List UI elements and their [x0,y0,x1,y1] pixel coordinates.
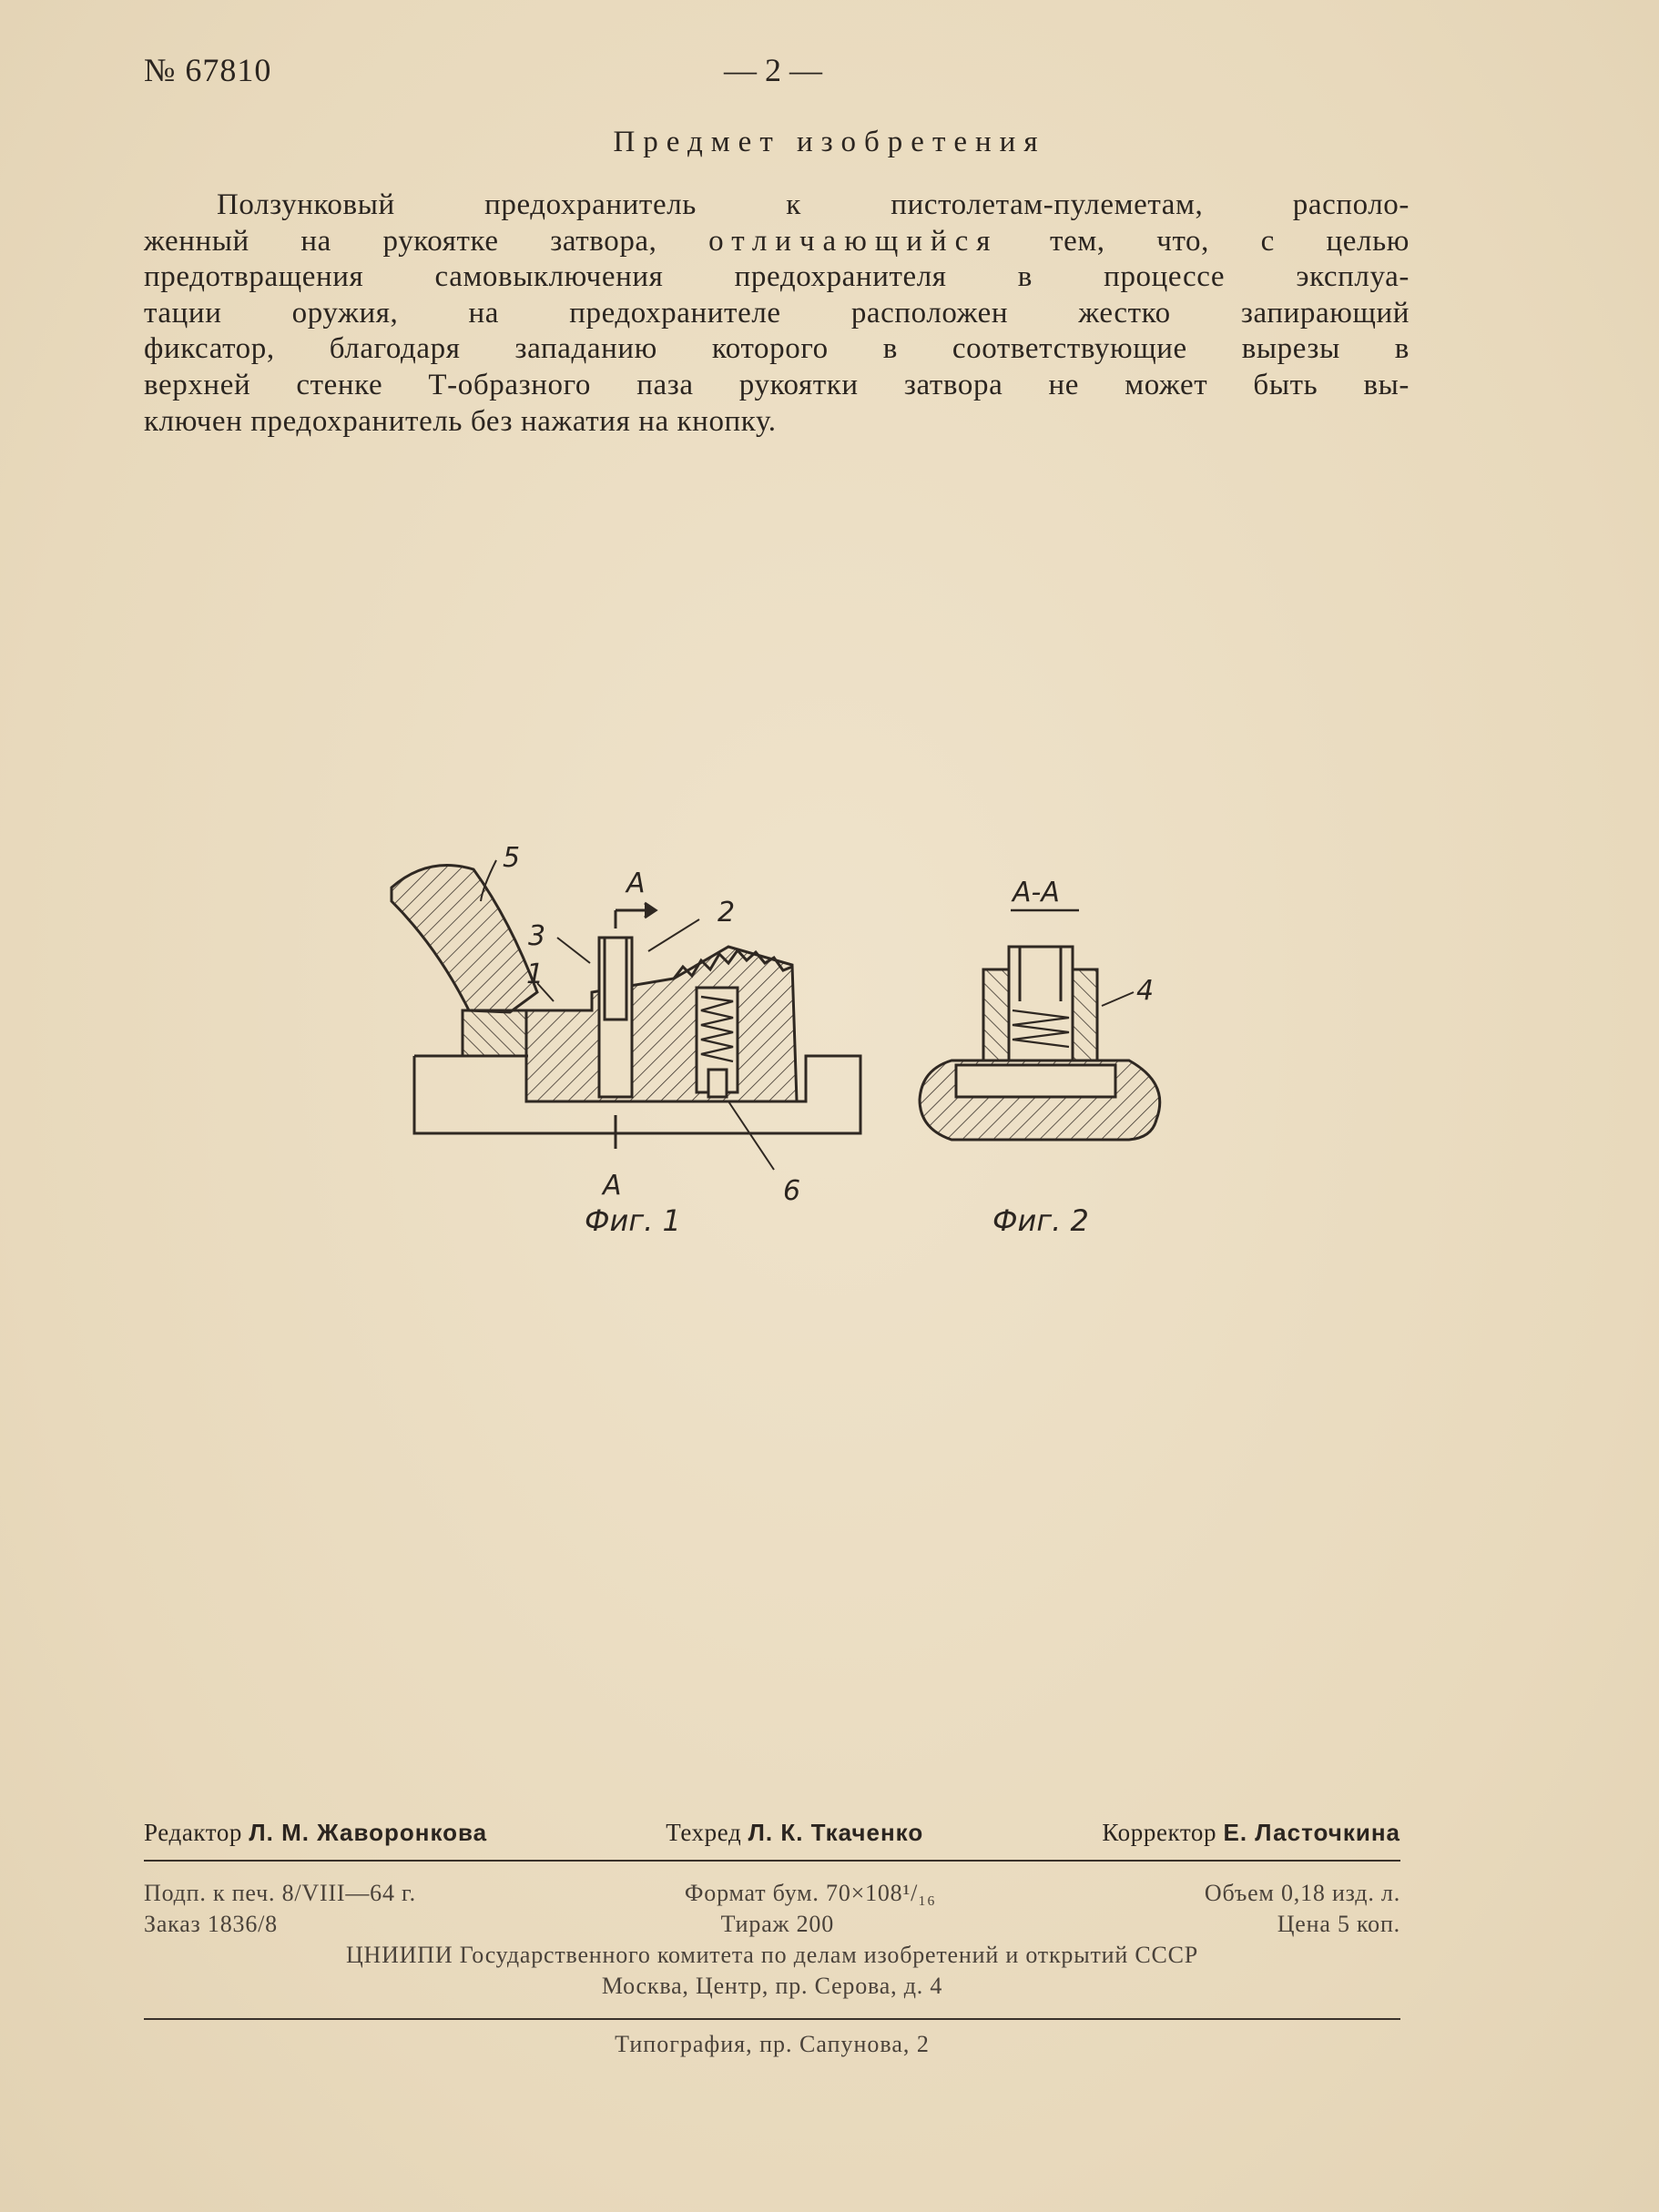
fig1-caption: Фиг. 1 [585,1203,681,1238]
paper-format: Формат бум. 70×108¹/₁₆ [684,1880,936,1906]
patent-number: № 67810 [144,52,272,88]
fig2-label-4: 4 [1136,975,1155,1007]
publisher-address: Москва, Центр, пр. Серова, д. 4 [601,1973,943,1999]
claim-line: Ползунковый предохранитель к пистолетам-пулеметам, располо- [217,188,1410,221]
claim-fragment: женный на рукоятке затвора, [144,224,657,258]
price: Цена 5 коп. [1277,1911,1400,1937]
order-number: Заказ 1836/8 [144,1911,278,1937]
figure-1 [392,860,860,1170]
credits-row [144,1819,1400,1862]
fig1-slider [526,947,797,1101]
fig1-label-5: 5 [503,842,521,874]
fig1-label-2: 2 [718,897,736,928]
fig1-label-a-bottom: А [603,1170,622,1202]
page-number: — 2 — [724,52,822,88]
editor-name: Л. М. Жаворонкова [249,1819,488,1846]
fig2-section-label: А-А [1013,877,1060,908]
imprint [144,1819,1400,2058]
claim-line: верхней стенке Т-образного паза рукоятки затвора не может быть вы- [144,368,1410,401]
claim-line: ключен предохранитель без нажатия на кнопку. [144,404,777,438]
corrector-role: Корректор [1102,1819,1217,1846]
publisher: ЦНИИПИ Государственного комитета по делам изобретений и открытий СССР [345,1942,1199,1968]
corrector-credit [1102,1819,1400,1847]
imprint-details [144,1878,1400,2002]
section-title: Предмет изобретения [613,126,1046,158]
typography-line: Типография, пр. Сапунова, 2 [615,2031,930,2057]
imprint-row [144,1878,1400,1909]
fig1-handle [392,866,537,1013]
circulation: Тираж 200 [720,1911,834,1937]
claim-emphasis: отличающийся [708,224,999,258]
claim-fragment: тем, что, с целью [1050,224,1410,258]
claim-line: предотвращения самовыключения предохранителя в процессе эксплуа- [144,260,1410,294]
figure-2 [920,910,1160,1140]
editor-credit [144,1819,487,1847]
fig1-label-6: 6 [783,1175,801,1207]
imprint-row [144,1909,1400,1940]
techred-credit [666,1819,923,1847]
techred-role: Техред [666,1819,742,1846]
claim-line: фиксатор, благодаря западанию которого в соответствующие вырезы в [144,332,1410,366]
fig2-caption: Фиг. 2 [992,1203,1089,1238]
fig1-label-3: 3 [528,920,546,952]
editor-role: Редактор [144,1819,243,1846]
signed-date: Подп. к печ. 8/VIII—64 г. [144,1880,416,1906]
fig1-label-a-top: А [626,868,646,899]
fig1-label-1: 1 [526,959,545,990]
volume: Объем 0,18 изд. л. [1204,1880,1400,1906]
techred-name: Л. К. Ткаченко [748,1819,924,1846]
corrector-name: Е. Ласточкина [1223,1819,1400,1846]
divider [144,2018,1400,2020]
fig1-plate [463,1010,526,1056]
claim-line: тации оружия, на предохранителе расположен жестко запирающий [144,296,1410,330]
